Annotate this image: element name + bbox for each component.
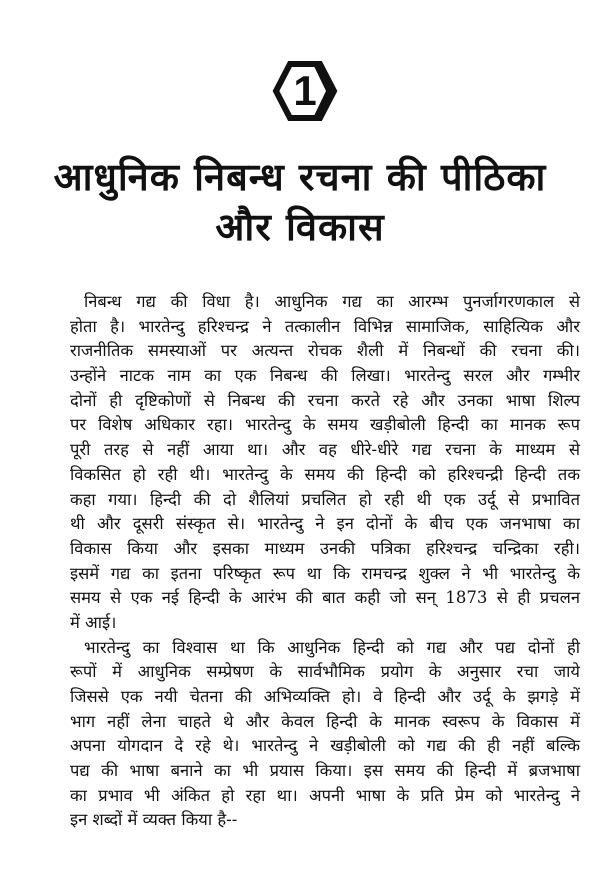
paragraph-1-line: पूरी तरह से नहीं आया था। और वह धीरे-धीरे गद्य रचना के माध्यम से	[70, 440, 580, 460]
paragraph-1-line: उन्होंने नाटक नाम का एक निबन्ध की लिखा। भारतेन्दु सरल और गम्भीर	[70, 366, 580, 386]
paragraph-1-line: पर विशेष अधिकार रहा। भारतेन्दु के समय खड़ीबोली हिन्दी का मानक रूप	[70, 415, 580, 435]
paragraph-1-line: विकसित हो रही थी। भारतेन्दु के समय की हिन्दी को हरिश्चन्द्री हिन्दी तक	[70, 464, 580, 484]
paragraph-1-line: समय से एक नई हिन्दी के आरंभ की बात कही जो सन् 1873 से ही प्रचलन	[70, 588, 580, 608]
paragraph-1-line: विकास किया और इसका माध्यम उनकी पत्रिका हरिश्चन्द्र चन्द्रिका रही।	[70, 538, 580, 558]
paragraph-1-line: में आई।	[70, 612, 117, 632]
chapter-title-line-2: और विकास	[215, 205, 385, 249]
paragraph-1-line: राजनीतिक समस्याओं पर अत्यन्त रोचक शैली में निबन्धों की रचना की।	[70, 341, 580, 361]
paragraph-1-line: दोनों ही दृष्टिकोणों से निबन्ध की रचना करते रहे और उनका भाषा शिल्प	[70, 390, 580, 410]
paragraph-1-line: निबन्ध गद्य की विधा है। आधुनिक गद्य का आरम्भ पुनर्जागरणकाल से	[84, 292, 580, 311]
paragraph-2-line: भाग नहीं लेना चाहते थे और केवल हिन्दी के मानक स्वरूप के विकास में	[70, 711, 580, 731]
body-text	[70, 290, 580, 833]
paragraph-2-line: रूपों में आधुनिक सम्प्रेषण के सार्वभौमिक प्रयोग के अनुसार रचा जाये	[70, 662, 580, 682]
paragraph-2-line: जिससे एक नयी चेतना की अभिव्यक्ति हो। वे हिन्दी और उर्दू के झगड़े में	[70, 687, 580, 706]
paragraph-2-line: इन शब्दों में व्यक्त किया है--	[70, 810, 238, 830]
paragraph-2-line: पद्य की भाषा बनाने का भी प्रयास किया। इस समय की हिन्दी में ब्रजभाषा	[70, 761, 580, 781]
paragraph-1-line: कहा गया। हिन्दी की दो शैलियां प्रचलित हो रही थी एक उर्दू से प्रभावित	[70, 489, 580, 509]
paragraph-2-line: का प्रभाव भी अंकित हो रहा था। अपनी भाषा के प्रति प्रेम को भारतेन्दु ने	[70, 785, 580, 805]
paragraph-2-line: भारतेन्दु का विश्वास था कि आधुनिक हिन्दी को गद्य और पद्य दोनों ही	[84, 637, 580, 657]
chapter-title-line-1: आधुनिक निबन्ध रचना की पीठिका	[53, 155, 547, 199]
paragraph-2-line: अपना योगदान दे रहे थे। भारतेन्दु ने खड़ीबोली को गद्य की ही नहीं बल्कि	[70, 736, 580, 756]
paragraph-1-line: होता है। भारतेन्दु हरिश्चन्द्र ने तत्कालीन विभिन्न सामाजिक, साहित्यिक और	[70, 316, 580, 336]
chapter-number-badge	[272, 58, 338, 124]
paragraph-1-line: इसमें गद्य का इतना परिष्कृत रूप था कि रामचन्द्र शुक्ल ने भी भारतेन्दु के	[70, 563, 580, 583]
paragraph-1-line: थी और दूसरी संस्कृत से। भारतेन्दु ने इन दोनों के बीच एक जनभाषा का	[70, 514, 580, 534]
chapter-number: 1	[293, 67, 317, 114]
